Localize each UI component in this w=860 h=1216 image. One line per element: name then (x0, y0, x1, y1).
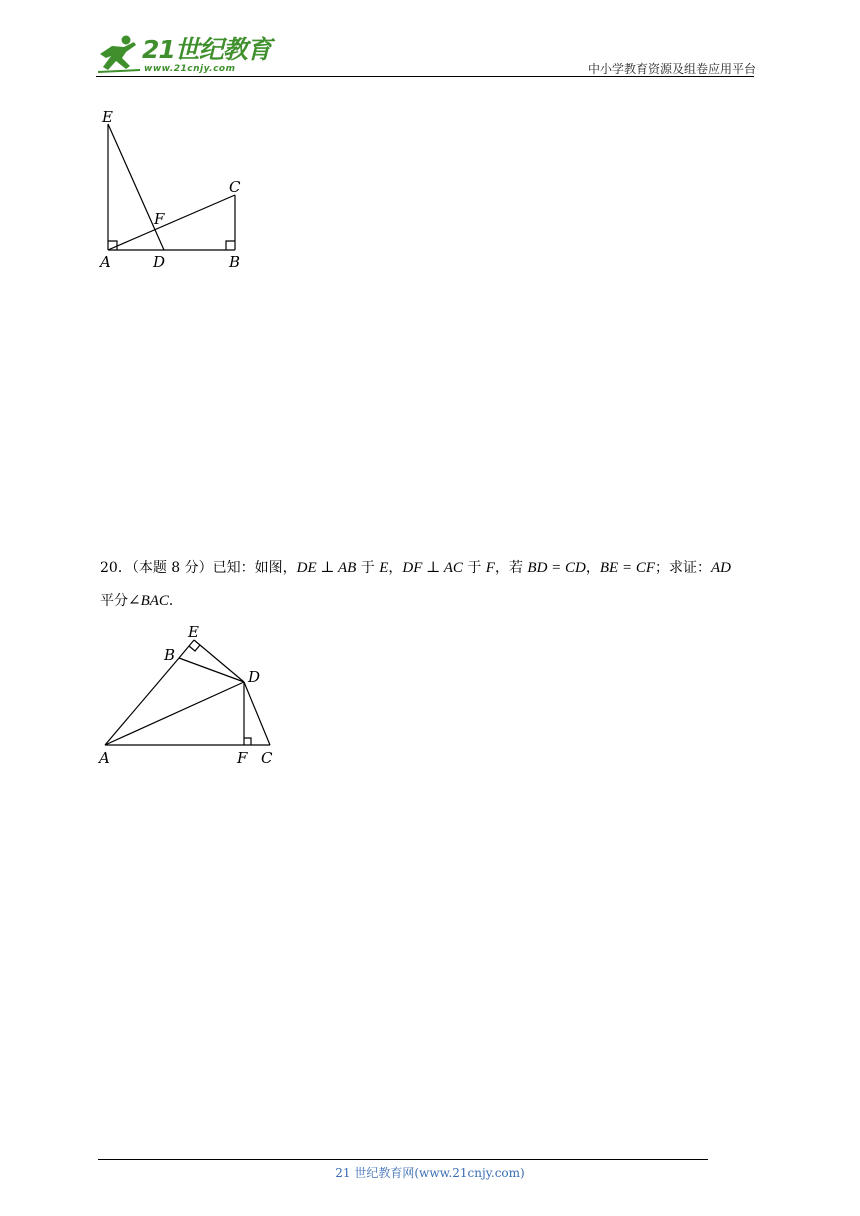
logo-url: www.21cnjy.com (144, 64, 236, 74)
label-f: F (154, 210, 165, 228)
point-f: F (485, 560, 495, 576)
segment-ad-text: AD (711, 560, 731, 576)
word-yu: 于 (360, 560, 375, 576)
segment-ed (108, 124, 164, 250)
header-divider (96, 76, 754, 77)
page-header (0, 0, 860, 80)
semicolon: ； (655, 560, 669, 576)
label-c: C (261, 749, 273, 767)
figure-1 (96, 104, 276, 274)
segment-ed (194, 640, 244, 682)
comma-3: ， (585, 560, 600, 576)
segment-ad (105, 682, 244, 745)
footer-text[interactable]: 21 世纪教育网(www.21cnjy.com) (335, 1166, 525, 1180)
logo-text: 21世纪教育 (142, 35, 271, 64)
label-a: A (99, 749, 110, 767)
condition-be-eq-cf: BE = CF (599, 560, 655, 576)
question-line-2 (100, 585, 770, 618)
runner-icon (96, 34, 142, 74)
header-title: 中小学教育资源及组卷应用平台 (587, 62, 756, 76)
right-angle-mark-f (244, 738, 251, 745)
label-e: E (102, 108, 113, 126)
segment-bd (179, 658, 244, 682)
question-points: （本题 8 分） (131, 560, 213, 576)
word-if: 若 (508, 560, 523, 576)
question-separator: ． (117, 560, 132, 576)
label-f: F (237, 749, 248, 767)
comma-1: ， (388, 560, 403, 576)
site-logo (96, 34, 271, 78)
right-angle-mark-e (189, 645, 200, 651)
word-prove: 求证： (669, 560, 711, 576)
label-e: E (188, 623, 199, 641)
segment-ab (105, 658, 179, 745)
period: ． (168, 593, 183, 609)
question-intro: 已知：如图， (212, 560, 297, 576)
label-b: B (229, 253, 241, 271)
word-yu-2: 于 (467, 560, 482, 576)
angle-bac: ∠BAC (128, 593, 169, 609)
segment-ac (108, 195, 235, 250)
label-a: A (100, 253, 111, 271)
footer-divider (98, 1159, 708, 1160)
label-b: B (164, 646, 176, 664)
word-bisects: 平分 (100, 593, 128, 609)
condition-bd-eq-cd: BD = CD (527, 560, 586, 576)
figure-2 (96, 618, 286, 768)
comma-2: ， (494, 560, 509, 576)
condition-de-perp-ab: DE ⊥ AB (296, 560, 357, 576)
label-d: D (153, 253, 166, 271)
label-d: D (248, 668, 261, 686)
question-line-1 (100, 552, 770, 585)
question-number: 20 (100, 560, 118, 576)
label-c: C (229, 178, 241, 196)
right-angle-mark-b (226, 241, 235, 250)
segment-dc (244, 682, 270, 745)
question-20 (100, 552, 770, 618)
point-e: E (379, 560, 389, 576)
condition-df-perp-ac: DF ⊥ AC (402, 560, 463, 576)
